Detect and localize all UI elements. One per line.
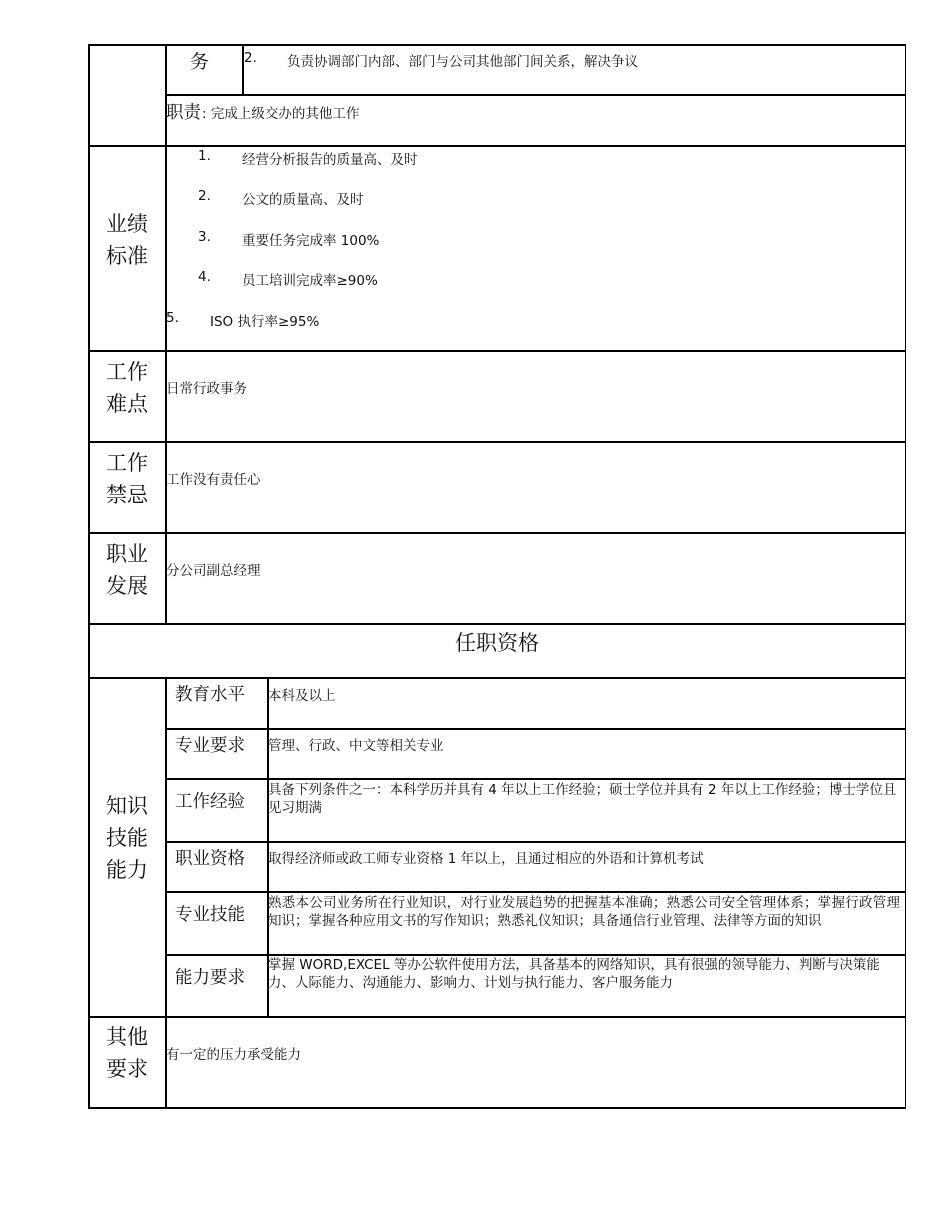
knowledge-skills-ability-label: 知识 技能 能力	[106, 794, 148, 882]
education-value: 本科及以上	[268, 688, 336, 704]
duty-text: : 完成上级交办的其他工作	[202, 106, 360, 122]
major-label: 专业要求	[175, 736, 245, 756]
performance-item-text: 公文的质量高、及时	[242, 192, 364, 208]
performance-item-text: 员工培训完成率≥90%	[242, 273, 378, 289]
divider	[165, 891, 906, 893]
major-value: 管理、行政、中文等相关专业	[268, 738, 444, 754]
skills-label: 专业技能	[175, 905, 245, 925]
border-right	[905, 44, 907, 1108]
duty-char: 务	[190, 51, 210, 73]
performance-item-text: 经营分析报告的质量高、及时	[242, 152, 418, 168]
label-column-divider	[165, 44, 167, 624]
certification-label: 职业资格	[175, 849, 245, 869]
duty-item-number: 2.	[244, 50, 257, 66]
divider	[165, 841, 906, 843]
taboo-label: 工作 禁忌	[106, 451, 148, 507]
performance-item-number: 5.	[166, 310, 179, 326]
skills-value: 熟悉本公司业务所在行业知识，对行业发展趋势的把握基本准确；熟悉公司安全管理体系；掌握行政管理知识；掌握各种应用文书的写作知识；熟悉礼仪知识；具备通信行业管理、法律等方面的知识	[268, 895, 900, 929]
performance-item-text: 重要任务完成率 100%	[242, 233, 380, 249]
divider	[165, 778, 906, 780]
border-top	[88, 44, 906, 46]
divider	[88, 145, 906, 147]
experience-label: 工作经验	[175, 792, 245, 812]
experience-value: 具备下列条件之一：本科学历并具有 4 年以上工作经验；硕士学位并具有 2 年以上工作经验；博士学位且见习期满	[268, 782, 897, 816]
duty-item-text: 负责协调部门内部、部门与公司其他部门间关系，解决争议	[287, 54, 638, 70]
career-text: 分公司副总经理	[166, 563, 261, 579]
taboo-text: 工作没有责任心	[166, 472, 261, 488]
performance-item-number: 4.	[198, 269, 211, 285]
divider	[165, 94, 906, 96]
job-description-table	[88, 44, 906, 1108]
other-requirements-label: 其他 要求	[106, 1025, 148, 1081]
difficulty-text: 日常行政事务	[166, 381, 247, 397]
border-bottom	[88, 1107, 906, 1109]
ability-label: 能力要求	[175, 968, 245, 988]
certification-value: 取得经济师或政工师专业资格 1 年以上，且通过相应的外语和计算机考试	[268, 851, 704, 867]
performance-item-number: 1.	[198, 148, 211, 164]
other-requirements-text: 有一定的压力承受能力	[166, 1047, 301, 1063]
education-label: 教育水平	[175, 685, 245, 705]
divider	[88, 677, 906, 679]
divider	[88, 350, 906, 352]
performance-item-number: 3.	[198, 229, 211, 245]
divider	[165, 728, 906, 730]
difficulty-label: 工作 难点	[106, 360, 148, 416]
duty-label: 职责	[166, 103, 201, 123]
ability-value: 掌握 WORD,EXCEL 等办公软件使用方法，具备基本的网络知识，具有很强的领导能力、判断与决策能力、人际能力、沟通能力、影响力、计划与执行能力、客户服务能力	[268, 957, 880, 991]
performance-label: 业绩 标准	[106, 212, 148, 268]
career-label: 职业 发展	[106, 542, 148, 598]
performance-item-text: ISO 执行率≥95%	[210, 314, 320, 330]
divider	[88, 1016, 906, 1018]
divider	[88, 623, 906, 625]
divider	[88, 441, 906, 443]
divider	[88, 532, 906, 534]
qualifications-title: 任职资格	[455, 631, 539, 655]
performance-item-number: 2.	[198, 188, 211, 204]
